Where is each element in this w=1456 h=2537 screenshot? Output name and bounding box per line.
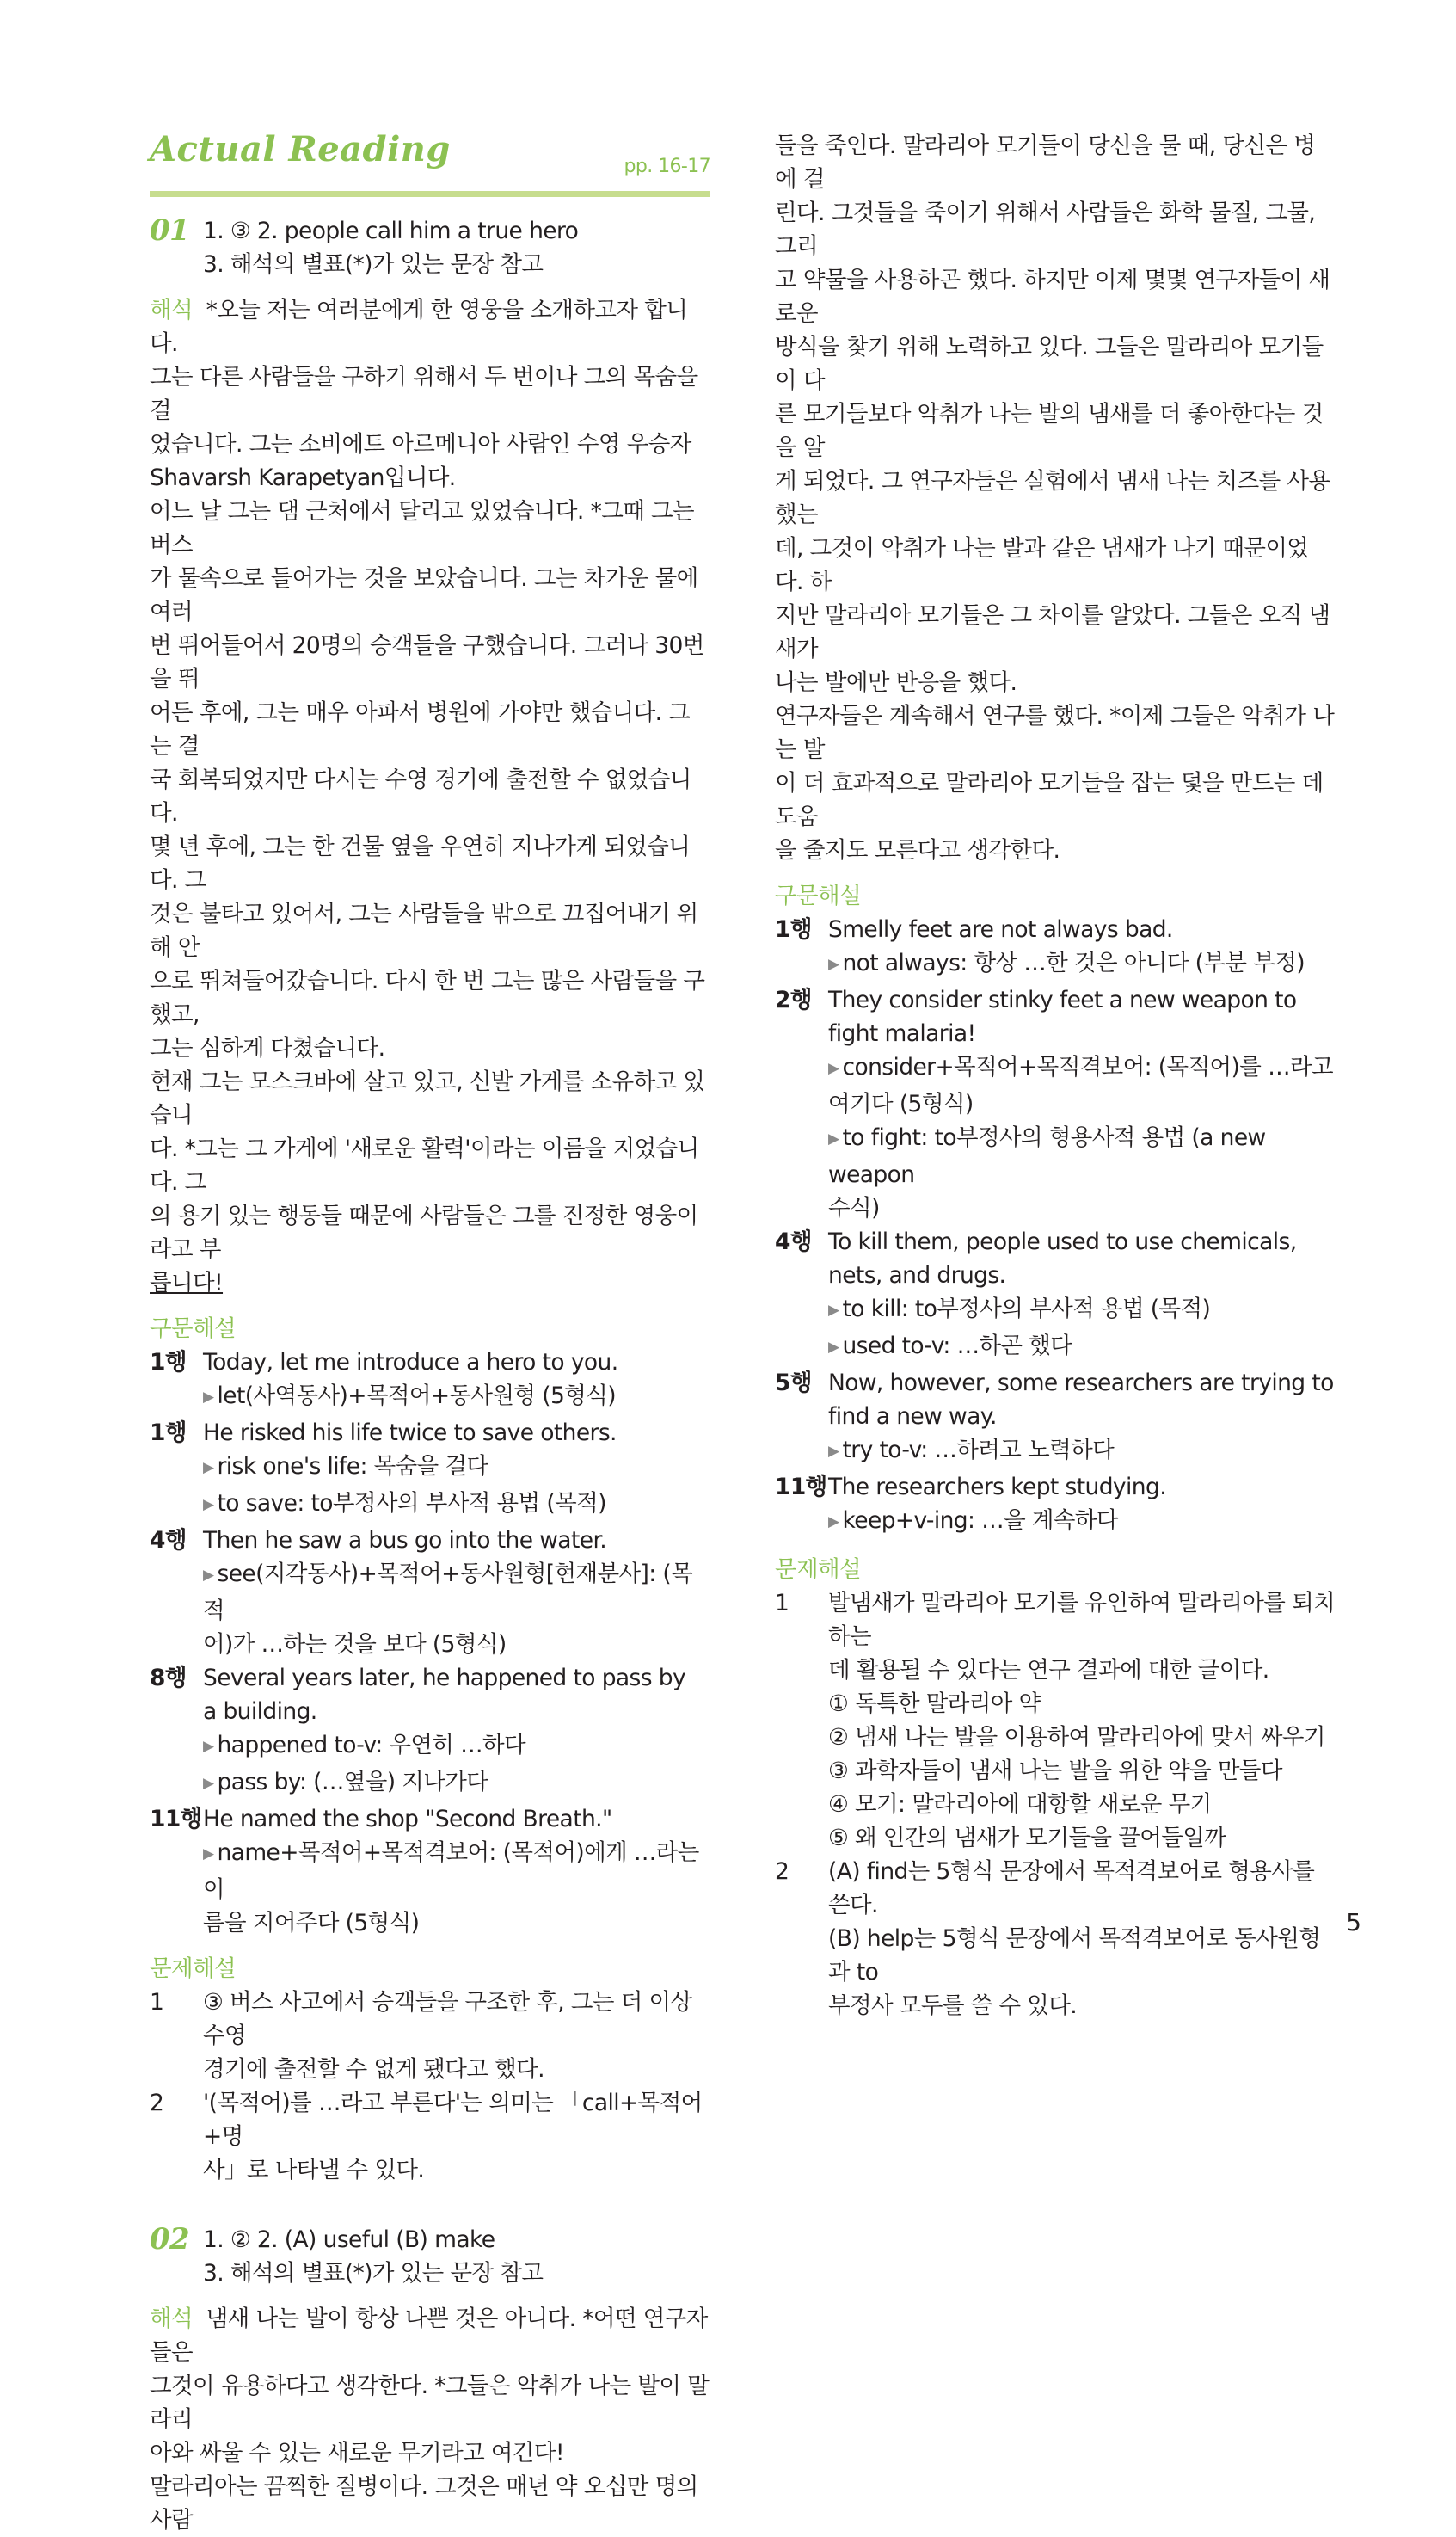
q02-number: 02 — [150, 2222, 190, 2257]
q02-answer-line2: 3. 해석의 별표(*)가 있는 문장 참고 — [203, 2260, 544, 2287]
q02-structure-list: 1행 Smelly feet are not always bad. ▶ not always: 항상 …한 것은 아니다 (부분 부정) 2행 They consider stinky feet a new weapon to fight malaria! ▶ consider+목적어+목적격보어: (목적어)를 …라고 여기다 (5형식) ▶ to fight: to부정사의 형용사적 용법 (a new weapon 수식) 4행 To kill them, people used to use chemicals, nets, and drugs. ▶ to kill: to부정사의 부사적 용법 (목적) ▶ used to-v: …하곤 했다 5행 Now, however, some researchers are trying to find a new way. ▶ try to-v: …하려고 노력하다 11행 The researchers kept studying. ▶ keep+v-ing: …을 계속하다 — [775, 913, 1336, 1541]
section-title: Actual Reading — [150, 129, 451, 169]
left-column — [150, 129, 710, 2537]
right-column — [775, 129, 1336, 2023]
q02-answer-line1: 1. ② 2. (A) useful (B) make — [203, 2226, 495, 2253]
q01-structure-list: 1행 Today, let me introduce a hero to you. ▶ let(사역동사)+목적어+동사원형 (5형식) 1행 He risked his life twice to save others. ▶ risk one's life: 목숨을 걸다 ▶ to save: to부정사의 부사적 용법 (목적) 4행 Then he saw a bus go into the water. ▶ see(지각동사)+목적어+동사원형[현재분사]: (목적 어)가 …하는 것을 보다 (5형식) 8행 Several years later, he happened to pass by a building. ▶ happened to-v: 우연히 …하다 ▶ pass by: (…옆을) 지나가다 11행 He named the shop "Second Breath." ▶ name+목적어+목적격보어: (목적어)에게 …라는 이 름을 지어주다 (5형식) — [150, 1345, 710, 1940]
q01-answers — [150, 214, 710, 281]
section-header — [150, 129, 710, 197]
q02-translation: 해석 냄새 나는 발이 항상 나쁜 것은 아니다. *어떤 연구자들은 그것이 유용하다고 생각한다. *그들은 악취가 나는 발이 말라리 아와 싸울 수 있는 새로운 무기라고 여긴다! 말라리아는 끔찍한 질병이다. 그것은 매년 약 오십만 명의 사람 — [150, 2306, 710, 2534]
q01-answer-line2: 3. 해석의 별표(*)가 있는 문장 참고 — [203, 251, 544, 278]
q01-structure-label: 구문해설 — [150, 1315, 236, 1342]
q01-number: 01 — [150, 213, 190, 248]
page-reference: pp. 16-17 — [624, 156, 710, 177]
page-number: 5 — [1346, 1908, 1361, 1937]
q01-problem-label: 문제해설 — [150, 1955, 236, 1982]
q02-problem-label: 문제해설 — [775, 1556, 861, 1583]
q02-answers — [150, 2223, 710, 2290]
q02-problem-list: 1 발냄새가 말라리아 모기를 유인하여 말라리아를 퇴치하는 데 활용될 수 있다는 연구 결과에 대한 글이다. ① 독특한 말라리아 약 ② 냄새 나는 발을 이용하여 말라리아에 맞서 싸우기 ③ 과학자들이 냄새 나는 발을 위한 약을 만들다 ④ 모기: 말라리아에 대항할 새로운 무기 ⑤ 왜 인간의 냄새가 모기들을 끌어들일까 2 (A) find는 5형식 문장에서 목적격보어로 형용사를 쓴다. (B) help는 5형식 문장에서 목적격보어로 동사원형과 to 부정사 모두를 쓸 수 있다. — [775, 1590, 1336, 2019]
q02-structure-label: 구문해설 — [775, 883, 861, 909]
q01-translation: 해석 *오늘 저는 여러분에게 한 영웅을 소개하고자 합니다. 그는 다른 사람들을 구하기 위해서 두 번이나 그의 목숨을 걸 었습니다. 그는 소비에트 아르메니아 사람인 수영 우승자 Shavarsh Karapetyan입니다. 어느 날 그는 댐 근처에서 달리고 있었습니다. *그때 그는 버스 가 물속으로 들어가는 것을 보았습니다. 그는 차가운 물에 여러 번 뛰어들어서 20명의 승객들을 구했습니다. 그러나 30번을 뛰 어든 후에, 그는 매우 아파서 병원에 가야만 했습니다. 그는 결 국 회복되었지만 다시는 수영 경기에 출전할 수 없었습니다. 몇 년 후에, 그는 한 건물 옆을 우연히 지나가게 되었습니다. 그 것은 불타고 있어서, 그는 사람들을 밖으로 끄집어내기 위해 안 으로 뛰쳐들어갔습니다. 다시 한 번 그는 많은 사람들을 구했고, 그는 심하게 다쳤습니다. 현재 그는 모스크바에 살고 있고, 신발 가게를 소유하고 있습니 다. *그는 그 가게에 '새로운 활력'이라는 이름을 지었습니다. 그 의 용기 있는 행동들 때문에 사람들은 그를 진정한 영웅이라고 부 릅니다! — [150, 297, 705, 1296]
q01-answer-line1: 1. ③ 2. people call him a true hero — [203, 218, 579, 244]
q01-problem-list: 1 ③ 버스 사고에서 승객들을 구조한 후, 그는 더 이상 수영 경기에 출전할 수 없게 됐다고 했다. 2 '(목적어)를 …라고 부른다'는 의미는 「call+목적어+명 사」로 나타낼 수 있다. — [150, 1989, 703, 2183]
q02-translation-cont: 들을 죽인다. 말라리아 모기들이 당신을 물 때, 당신은 병에 걸 린다. 그것들을 죽이기 위해서 사람들은 화학 물질, 그물, 그리 고 약물을 사용하곤 했다. 하지만 이제 몇몇 연구자들이 새로운 방식을 찾기 위해 노력하고 있다. 그들은 말라리아 모기들이 다 른 모기들보다 악취가 나는 발의 냄새를 더 좋아한다는 것을 알 게 되었다. 그 연구자들은 실험에서 냄새 나는 치즈를 사용했는 데, 그것이 악취가 나는 발과 같은 냄새가 나기 때문이었다. 하 지만 말라리아 모기들은 그 차이를 알았다. 그들은 오직 냄새가 나는 발에만 반응을 했다. 연구자들은 계속해서 연구를 했다. *이제 그들은 악취가 나는 발 이 더 효과적으로 말라리아 모기들을 잡는 덫을 만드는 데 도움 을 줄지도 모른다고 생각한다. — [775, 132, 1335, 864]
translation-label: 해석 — [150, 297, 193, 323]
